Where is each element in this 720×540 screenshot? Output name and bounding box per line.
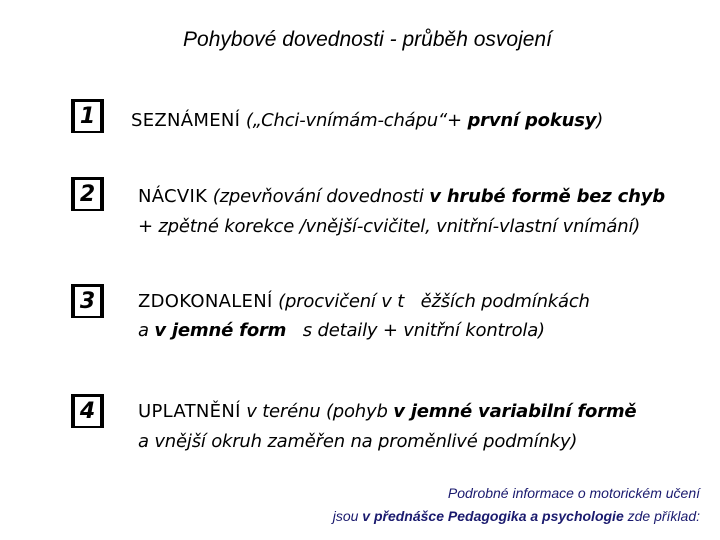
footer-text: zde příklad: — [623, 508, 700, 524]
step-text: v terénu (pohyb — [240, 401, 394, 422]
step-text: ) — [596, 110, 604, 131]
footer-note-line-2 — [333, 508, 700, 524]
step-heading: ZDOKONALENÍ — [138, 291, 273, 312]
step-emphasis: v hrubé formě bez chyb — [429, 186, 665, 207]
step-3-line-2 — [138, 320, 545, 341]
step-4-line-1 — [138, 401, 636, 422]
step-number: 1 — [75, 102, 100, 131]
step-3-line-1 — [138, 291, 590, 312]
step-text: s detaily + vnitřní kontrola) — [286, 320, 545, 341]
step-emphasis: v jemné variabilní formě — [393, 401, 637, 422]
step-number: 4 — [75, 397, 100, 426]
step-number: 2 — [75, 180, 100, 209]
step-number: 3 — [75, 287, 100, 316]
step-emphasis: v jemné form — [154, 320, 287, 341]
step-number-badge — [71, 177, 104, 211]
step-heading: UPLATNĚNÍ — [138, 401, 241, 422]
step-2-line-2: + zpětné korekce /vnější-cvičitel, vnitřní-vlastní vnímání) — [138, 216, 641, 237]
step-heading: SEZNÁMENÍ — [131, 110, 241, 131]
step-text: (zpevňování dovednosti — [207, 186, 430, 207]
footer-text: jsou — [332, 508, 363, 524]
step-number-badge — [71, 99, 104, 133]
step-emphasis: první pokusy — [467, 110, 597, 131]
step-number-badge — [71, 394, 104, 428]
step-number-badge — [71, 284, 104, 318]
footer-emphasis: v přednášce Pedagogika a psychologie — [362, 508, 624, 524]
step-1-line — [131, 110, 603, 131]
step-text: a — [138, 320, 155, 341]
step-2-line-1 — [138, 186, 665, 207]
step-text: (procvičení v t ěžších podmínkách — [272, 291, 590, 312]
step-4-line-2: a vnější okruh zaměřen na proměnlivé podmínky) — [138, 431, 578, 452]
footer-note-line-1: Podrobné informace o motorickém učení — [447, 485, 700, 501]
step-text: („Chci-vnímám-chápu“+ — [240, 110, 468, 131]
page-title: Pohybové dovednosti - průběh osvojení — [183, 28, 552, 51]
step-heading: NÁCVIK — [138, 186, 208, 207]
